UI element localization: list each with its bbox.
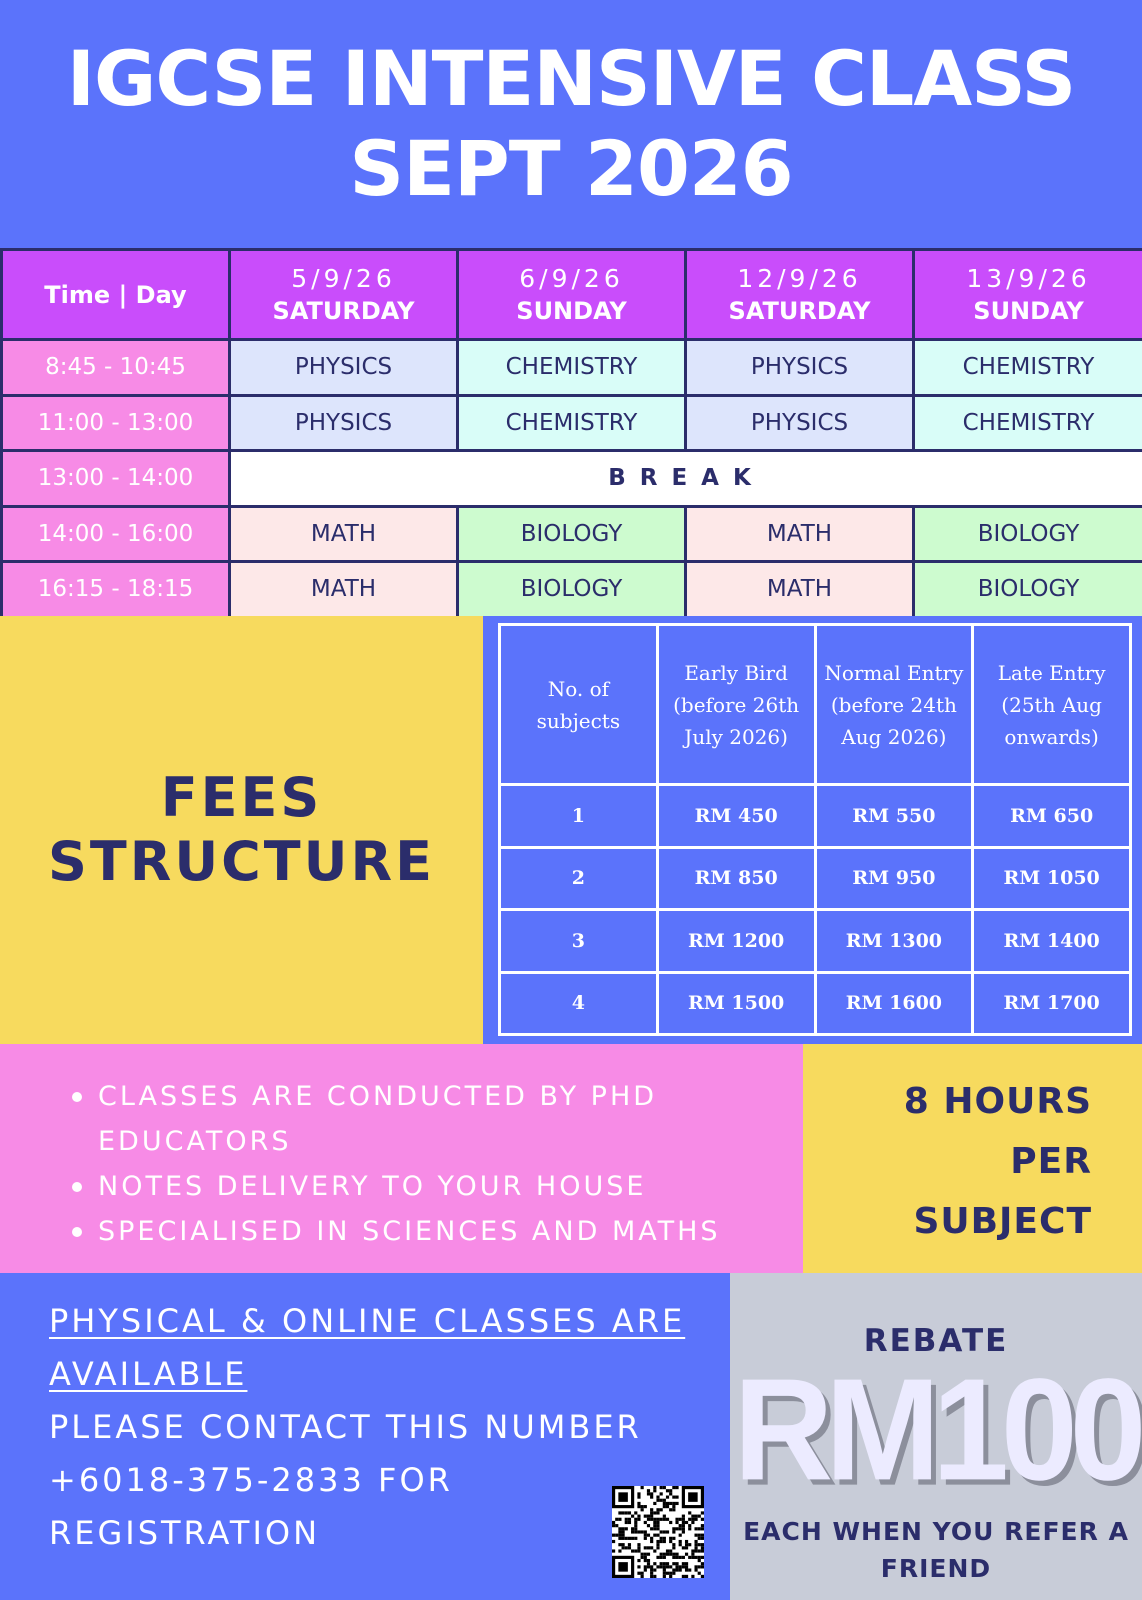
schedule-day: SUNDAY xyxy=(973,296,1084,325)
fees-header-early: Early Bird (before 26th July 2026) xyxy=(657,625,815,785)
schedule-row xyxy=(2,562,1142,618)
schedule-time: 14:00 - 16:00 xyxy=(2,506,230,562)
schedule-row xyxy=(2,340,1142,396)
schedule-row xyxy=(2,395,1142,451)
schedule-table xyxy=(0,248,1142,619)
page-title: IGCSE INTENSIVE CLASS xyxy=(66,34,1076,123)
contact-availability: PHYSICAL & ONLINE CLASSES ARE xyxy=(49,1302,686,1340)
schedule-time: 11:00 - 13:00 xyxy=(2,395,230,451)
fees-normal-price: RM 950 xyxy=(815,847,973,910)
schedule-cell: CHEMISTRY xyxy=(458,340,686,396)
hours-line: PER xyxy=(1010,1141,1092,1182)
contact-instruction: PLEASE CONTACT THIS NUMBER xyxy=(49,1408,642,1446)
bullet-icon xyxy=(72,1227,82,1237)
fees-header-normal: Normal Entry (before 24th Aug 2026) xyxy=(815,625,973,785)
schedule-time: 16:15 - 18:15 xyxy=(2,562,230,618)
schedule-date: 6/9/26 xyxy=(519,263,624,293)
schedule-day-header xyxy=(458,250,686,340)
schedule-cell: MATH xyxy=(686,506,914,562)
fees-header-late: Late Entry (25th Aug onwards) xyxy=(973,625,1131,785)
fees-subject-count: 4 xyxy=(500,972,658,1035)
schedule-cell: BIOLOGY xyxy=(914,562,1142,618)
hours-line: 8 HOURS xyxy=(903,1081,1092,1122)
schedule-day: SATURDAY xyxy=(728,296,871,325)
schedule-cell: BIOLOGY xyxy=(458,506,686,562)
schedule-cell: MATH xyxy=(230,506,458,562)
schedule-day: SATURDAY xyxy=(272,296,415,325)
schedule-row xyxy=(2,506,1142,562)
fees-late-price: RM 1700 xyxy=(973,972,1131,1035)
fees-row xyxy=(500,785,1131,848)
fees-row xyxy=(500,847,1131,910)
fees-early-price: RM 1200 xyxy=(657,910,815,973)
hours-panel xyxy=(803,1044,1142,1273)
schedule-date: 5/9/26 xyxy=(291,263,396,293)
feature-text: CLASSES ARE CONDUCTED BY PHD EDUCATORS xyxy=(98,1081,658,1157)
fees-header-row xyxy=(500,625,1131,785)
fees-normal-price: RM 550 xyxy=(815,785,973,848)
fees-title-line2: STRUCTURE xyxy=(48,830,435,893)
schedule-day-header xyxy=(230,250,458,340)
qr-code-graphic xyxy=(612,1486,704,1578)
fees-subject-count: 2 xyxy=(500,847,658,910)
fees-normal-price: RM 1300 xyxy=(815,910,973,973)
schedule-cell: PHYSICS xyxy=(230,395,458,451)
fees-title-panel xyxy=(0,616,483,1044)
contact-registration: REGISTRATION xyxy=(49,1514,320,1552)
schedule-time: 8:45 - 10:45 xyxy=(2,340,230,396)
feature-item xyxy=(72,1164,803,1209)
schedule-header-row xyxy=(2,250,1142,340)
rebate-amount: RM100 xyxy=(733,1349,1139,1511)
contact-availability-line2: AVAILABLE xyxy=(49,1355,248,1393)
fees-early-price: RM 450 xyxy=(657,785,815,848)
contact-phone[interactable]: +6018-375-2833 FOR xyxy=(49,1461,453,1499)
rebate-subtitle: EACH WHEN YOU REFER A FRIEND xyxy=(743,1517,1129,1583)
fees-subject-count: 3 xyxy=(500,910,658,973)
rebate-title: REBATE xyxy=(863,1323,1009,1359)
schedule-date: 12/9/26 xyxy=(737,263,862,293)
page-header xyxy=(0,0,1142,248)
fees-title: FEES xyxy=(160,766,323,829)
features-list xyxy=(72,1074,803,1254)
page-subtitle: SEPT 2026 xyxy=(349,124,793,213)
schedule-cell: PHYSICS xyxy=(686,340,914,396)
fees-late-price: RM 1050 xyxy=(973,847,1131,910)
feature-text: SPECIALISED IN SCIENCES AND MATHS xyxy=(98,1216,721,1247)
fees-normal-price: RM 1600 xyxy=(815,972,973,1035)
fees-early-price: RM 1500 xyxy=(657,972,815,1035)
feature-text: NOTES DELIVERY TO YOUR HOUSE xyxy=(98,1171,647,1202)
schedule-cell: MATH xyxy=(230,562,458,618)
bullet-icon xyxy=(72,1092,82,1102)
fees-subject-count: 1 xyxy=(500,785,658,848)
fees-row xyxy=(500,972,1131,1035)
schedule-time: 13:00 - 14:00 xyxy=(2,451,230,507)
schedule-day: SUNDAY xyxy=(516,296,627,325)
schedule-cell: MATH xyxy=(686,562,914,618)
fees-late-price: RM 650 xyxy=(973,785,1131,848)
schedule-cell: PHYSICS xyxy=(230,340,458,396)
fees-header-subjects: No. of subjects xyxy=(500,625,658,785)
fees-table-panel xyxy=(483,616,1142,1044)
rebate-panel xyxy=(730,1273,1142,1600)
schedule-cell: CHEMISTRY xyxy=(458,395,686,451)
break-label: BREAK xyxy=(230,451,1142,507)
schedule-break-row xyxy=(2,451,1142,507)
schedule-day-header xyxy=(686,250,914,340)
schedule-day-header xyxy=(914,250,1142,340)
bullet-icon xyxy=(72,1182,82,1192)
fees-early-price: RM 850 xyxy=(657,847,815,910)
schedule-cell: CHEMISTRY xyxy=(914,340,1142,396)
schedule-cell: BIOLOGY xyxy=(914,506,1142,562)
fees-row xyxy=(500,910,1131,973)
qr-code-icon[interactable] xyxy=(612,1486,704,1578)
features-panel xyxy=(0,1044,803,1273)
schedule-cell: CHEMISTRY xyxy=(914,395,1142,451)
feature-item xyxy=(72,1074,803,1164)
feature-item xyxy=(72,1209,803,1254)
schedule-date: 13/9/26 xyxy=(966,263,1091,293)
fees-table xyxy=(498,623,1132,1036)
hours-line: SUBJECT xyxy=(913,1201,1092,1242)
schedule-cell: BIOLOGY xyxy=(458,562,686,618)
fees-late-price: RM 1400 xyxy=(973,910,1131,973)
schedule-cell: PHYSICS xyxy=(686,395,914,451)
schedule-corner-label: Time | Day xyxy=(2,250,230,340)
